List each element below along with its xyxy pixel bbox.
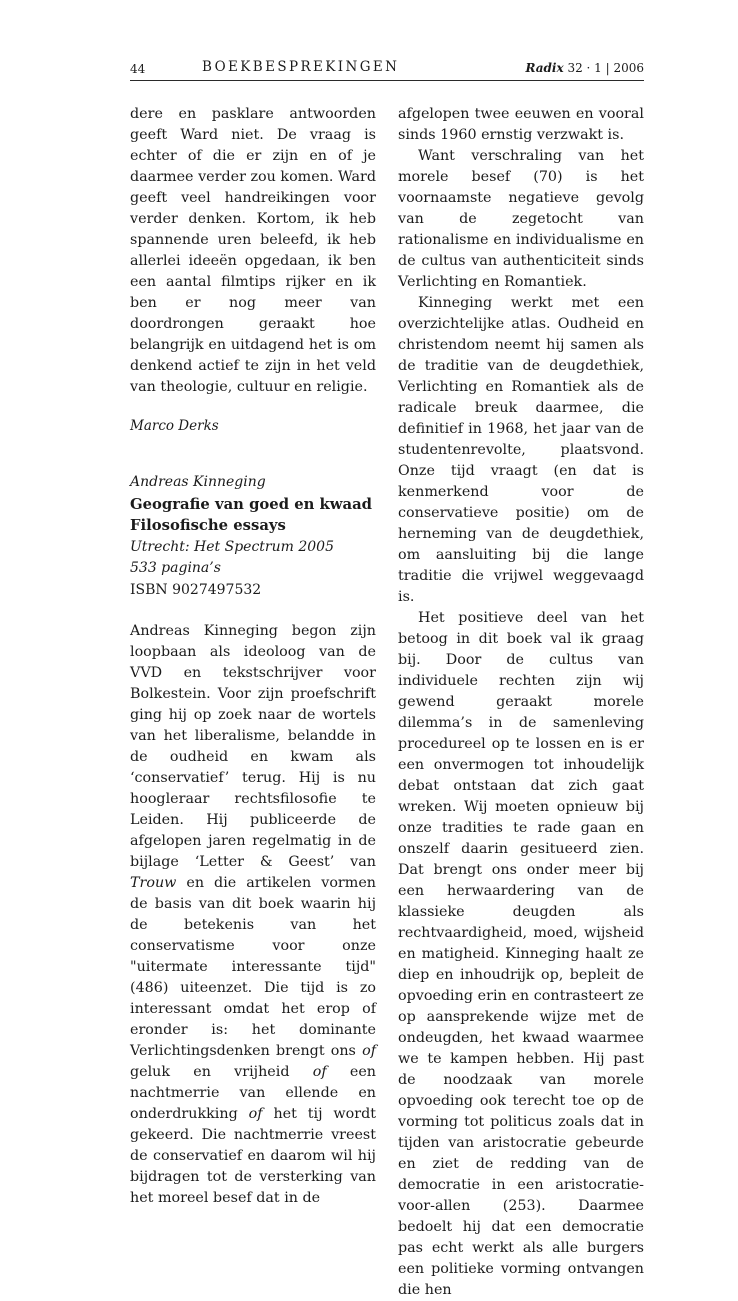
book-publisher: Utrecht: Het Spectrum 2005	[130, 538, 334, 555]
reviewer-signature: Marco Derks	[130, 418, 219, 434]
paragraph: Kinneging werkt met een overzichtelijke atlas. Oudheid en christendom neemt hij samen als de traditie van de deugdethiek, Verlichting en Romantiek als de radicale breuk daarmee, die definitief in 1968, het jaar van de studentenrevolte, plaatsvond. Onze tijd vraagt (en dat is kenmerkend voor de conservatieve positie) om de herneming van de deugdethiek, om aansluiting bij die lange traditie die vrijwel weggevaagd is.	[398, 295, 644, 605]
book-title: Geografie van goed en kwaad	[130, 495, 373, 513]
review-paragraph: Andreas Kinneging begon zijn loopbaan als ideoloog van de VVD en tekstschrijver voor Bolkestein. Voor zijn proefschrift ging hij op zoek naar de wortels van het liberalisme, belandde in de oudheid en kwam als ‘conservatief’ terug. Hij is nu hoogleraar rechtsfilosofie te Leiden. Hij publiceerde de afgelopen jaren regelmatig in de bijlage ‘Letter & Geest’ van Trouw en die artikelen vormen de basis van dit boek waarin hij de betekenis van het conservatisme voor onze "uitermate interessante tijd" (486) uiteenzet. Die tijd is zo interessant omdat het erop of eronder is: het dominante Verlichtingsdenken brengt ons of geluk en vrijheid of een nachtmerrie van ellende en onderdrukking of het tij wordt gekeerd. Die nachtmerrie vreest de conservatief en daarom wil hij bijdragen tot de versterking van het moreel besef dat in de	[130, 623, 376, 1206]
left-column	[130, 104, 376, 1209]
journal-issue: 32 · 1 | 2006	[567, 61, 644, 75]
journal-reference	[525, 61, 644, 75]
review-ending-paragraph: dere en pasklare antwoorden geeft Ward niet. De vraag is echter of die er zijn en of je daarmee verder zou komen. Ward geeft veel handreikingen voor verder denken. Kortom, ik heb spannende uren beleefd, ik heb allerlei ideeën opgedaan, ik ben een aantal filmtips rijker en ik ben er nog meer van doordrongen geraakt hoe belangrijk en uitdagend het is om denkend actief te zijn in het veld van theologie, cultuur en religie.	[130, 106, 376, 395]
right-column	[398, 104, 644, 1301]
journal-name: Radix	[525, 61, 564, 75]
book-author: Andreas Kinneging	[130, 474, 266, 490]
book-isbn: ISBN 9027497532	[130, 581, 262, 598]
paragraph: Het positieve deel van het betoog in dit boek val ik graag bij. Door de cultus van individuele rechten zijn wij gewend geraakt morele dilemma’s in de samenleving procedureel op te lossen en is er een onvermogen tot inhoudelijk debat ontstaan dat zich gaat wreken. Wij moeten opnieuw bij onze tradities te rade gaan en onszelf daarin gesitueerd zien. Dat brengt ons onder meer bij een herwaardering van de klassieke deugden als rechtvaardigheid, moed, wijsheid en matigheid. Kinneging haalt ze diep en inhoudrijk op, bepleit de opvoeding erin en contrasteert ze op aansprekende wijze met de ondeugden, het kwaad waarmee we te kampen hebben. Hij past de noodzaak van morele opvoeding ook terecht toe op de vorming tot politicus zoals dat in tijden van aristocratie gebeurde en ziet de redding van de democratie in een aristocratie-voor-allen (253). Daarmee bedoelt hij dat een democratie pas echt werkt als alle burgers een politieke vorming ontvangen die hen	[398, 610, 644, 1298]
book-details	[130, 472, 376, 601]
paragraph: Want verschraling van het morele besef (70) is het voornaamste negatieve gevolg van de zegetocht van rationalisme en individualisme en de cultus van authenticiteit sinds Verlichting en Romantiek.	[398, 148, 644, 290]
running-header	[130, 58, 644, 81]
page-number: 44	[130, 62, 146, 76]
book-pages: 533 pagina’s	[130, 560, 221, 576]
newspaper-name: Trouw	[130, 875, 177, 891]
book-subtitle: Filosofische essays	[130, 517, 286, 534]
section-title: BOEKBESPREKINGEN	[202, 59, 400, 75]
paragraph-continued: afgelopen twee eeuwen en vooral sinds 1960 ernstig verzwakt is.	[398, 106, 644, 143]
